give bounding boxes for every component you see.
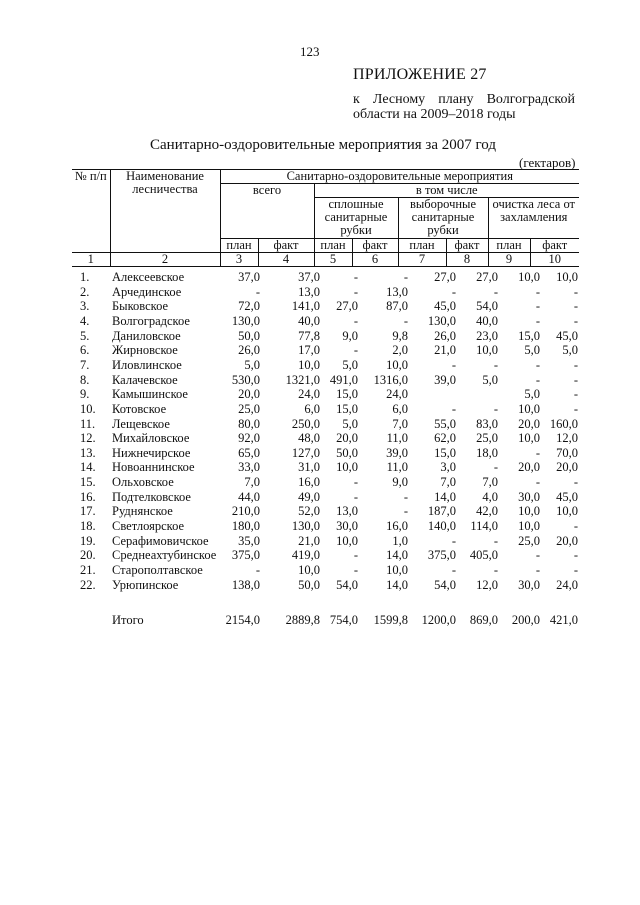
table-row (72, 475, 579, 490)
value-cell: 10,0 (298, 357, 320, 372)
value-cell: 25,0 (238, 401, 260, 416)
header-number: № п/п (72, 170, 110, 253)
value-cell: 14,0 (386, 548, 408, 563)
value-cell: 210,0 (231, 504, 260, 519)
value-cell: 80,0 (238, 416, 260, 431)
forestry-name: Быковское (112, 299, 169, 314)
value-cell: 10,0 (386, 357, 408, 372)
value-cell: - (573, 313, 578, 328)
value-cell: 87,0 (386, 299, 408, 314)
value-cell: 21,0 (298, 533, 320, 548)
value-cell: 16,0 (298, 475, 320, 490)
value-cell: 20,0 (518, 460, 540, 475)
forestry-name: Подтелковское (112, 489, 191, 504)
row-number: 3. (80, 299, 90, 314)
value-cell: - (493, 533, 498, 548)
row-number: 19. (80, 533, 96, 548)
forestry-name: Иловлинское (112, 357, 182, 372)
forestry-name: Котовское (112, 401, 167, 416)
value-cell: 20,0 (336, 431, 358, 446)
value-cell: 1,0 (392, 533, 408, 548)
value-cell: 130,0 (291, 519, 320, 534)
appendix-reference (353, 92, 575, 122)
value-cell: 250,0 (291, 416, 320, 431)
value-cell: 7,0 (244, 475, 260, 490)
value-cell: 2,0 (392, 343, 408, 358)
value-cell: 10,0 (556, 270, 578, 284)
value-cell: 17,0 (298, 343, 320, 358)
row-number: 5. (80, 328, 90, 343)
value-cell: 31,0 (298, 460, 320, 475)
value-cell: 77,8 (298, 328, 320, 343)
value-cell: 491,0 (329, 372, 358, 387)
value-cell: 12,0 (556, 431, 578, 446)
value-cell: 10,0 (518, 431, 540, 446)
value-cell: 55,0 (434, 416, 456, 431)
row-number: 12. (80, 431, 96, 446)
value-cell: 375,0 (427, 548, 456, 563)
forestry-name: Урюпинское (112, 577, 179, 592)
column-number: 7 (398, 253, 446, 267)
value-cell: - (255, 563, 260, 577)
value-cell: - (535, 548, 540, 563)
value-cell: 15,0 (336, 401, 358, 416)
value-cell: 30,0 (336, 519, 358, 534)
value-cell: 50,0 (336, 445, 358, 460)
value-cell: 15,0 (336, 387, 358, 402)
row-number: 6. (80, 343, 90, 358)
value-cell: 11,0 (386, 431, 408, 446)
value-cell: 30,0 (518, 577, 540, 592)
row-number: 11. (80, 416, 96, 431)
table-row (72, 446, 579, 461)
value-cell: - (573, 563, 578, 577)
value-cell: 9,0 (392, 475, 408, 490)
value-cell: 18,0 (476, 445, 498, 460)
value-cell: 4,0 (482, 489, 498, 504)
value-cell: - (255, 284, 260, 299)
value-cell: 25,0 (518, 533, 540, 548)
value-cell: 54,0 (476, 299, 498, 314)
value-cell: 10,0 (386, 563, 408, 577)
value-cell: 5,0 (482, 372, 498, 387)
row-number: 21. (80, 563, 96, 577)
forestry-name: Руднянское (112, 504, 173, 519)
value-cell: 10,0 (518, 504, 540, 519)
value-cell: 5,0 (524, 387, 540, 402)
reference-line-1: к Лесному плану Волгоградской (353, 92, 575, 107)
row-number: 8. (80, 372, 90, 387)
value-cell: - (573, 357, 578, 372)
forestry-name: Михайловское (112, 431, 190, 446)
row-number: 18. (80, 519, 96, 534)
value-cell: - (403, 504, 408, 519)
forestry-name: Жирновское (112, 343, 178, 358)
table-row (72, 548, 579, 563)
value-cell: 10,0 (336, 460, 358, 475)
value-cell: 21,0 (434, 343, 456, 358)
forestry-name: Арчединское (112, 284, 182, 299)
value-cell: 141,0 (291, 299, 320, 314)
value-cell: 65,0 (238, 445, 260, 460)
value-cell: 26,0 (238, 343, 260, 358)
forestry-name: Ольховское (112, 475, 174, 490)
value-cell: 530,0 (231, 372, 260, 387)
value-cell: 27,0 (476, 270, 498, 284)
value-cell: - (353, 343, 358, 358)
column-number: 4 (258, 253, 314, 267)
value-cell: - (573, 284, 578, 299)
value-cell: 24,0 (386, 387, 408, 402)
forestry-name: Калачевское (112, 372, 178, 387)
value-cell: - (535, 284, 540, 299)
forestry-name: Серафимовичское (112, 533, 209, 548)
header-fact: факт (352, 239, 398, 253)
value-cell: 5,0 (524, 343, 540, 358)
value-cell: 11,0 (386, 460, 408, 475)
forestry-name: Даниловское (112, 328, 181, 343)
row-number: 17. (80, 504, 96, 519)
header-plan: план (220, 239, 258, 253)
value-cell: 39,0 (434, 372, 456, 387)
forestry-name: Алексеевское (112, 270, 185, 284)
row-number: 13. (80, 445, 96, 460)
value-cell: - (573, 519, 578, 534)
forestry-name: Светлоярское (112, 519, 185, 534)
value-cell: - (451, 401, 456, 416)
reference-line-2: области на 2009–2018 годы (353, 107, 516, 122)
value-cell: - (353, 489, 358, 504)
value-cell: 12,0 (476, 577, 498, 592)
column-number: 2 (110, 253, 220, 267)
row-number: 16. (80, 489, 96, 504)
value-cell: 10,0 (476, 343, 498, 358)
column-number: 8 (446, 253, 488, 267)
column-number: 5 (314, 253, 352, 267)
value-cell: 187,0 (427, 504, 456, 519)
forestry-name: Волгоградское (112, 313, 190, 328)
value-cell: 2154,0 (225, 613, 260, 627)
value-cell: - (353, 284, 358, 299)
value-cell: 140,0 (427, 519, 456, 534)
value-cell: - (353, 475, 358, 490)
header-debris-cleanup: очистка леса от захламления (488, 198, 579, 239)
value-cell: - (493, 357, 498, 372)
value-cell: 1321,0 (285, 372, 320, 387)
value-cell: 5,0 (342, 416, 358, 431)
row-number: 1. (80, 270, 90, 284)
value-cell: - (451, 533, 456, 548)
value-cell: 44,0 (238, 489, 260, 504)
value-cell: - (535, 475, 540, 490)
row-number: 4. (80, 313, 90, 328)
value-cell: - (573, 475, 578, 490)
value-cell: 15,0 (434, 445, 456, 460)
header-selective-cutting: выборочные санитарные рубки (398, 198, 488, 239)
value-cell: 14,0 (386, 577, 408, 592)
value-cell: 20,0 (518, 416, 540, 431)
value-cell: 13,0 (386, 284, 408, 299)
value-cell: 3,0 (440, 460, 456, 475)
table-row (72, 329, 579, 344)
row-number: 22. (80, 577, 96, 592)
table-row (72, 578, 579, 593)
value-cell: 16,0 (386, 519, 408, 534)
value-cell: 200,0 (511, 613, 540, 627)
column-number: 10 (530, 253, 579, 267)
column-number: 6 (352, 253, 398, 267)
value-cell: 48,0 (298, 431, 320, 446)
value-cell: - (535, 563, 540, 577)
value-cell: 24,0 (298, 387, 320, 402)
value-cell: 180,0 (231, 519, 260, 534)
header-name: Наименование лесничества (110, 170, 220, 253)
value-cell: 754,0 (329, 613, 358, 627)
value-cell: 6,0 (304, 401, 320, 416)
value-cell: 92,0 (238, 431, 260, 446)
header-total: всего (220, 184, 314, 239)
value-cell: 375,0 (231, 548, 260, 563)
row-number: 20. (80, 548, 96, 563)
value-cell: - (573, 548, 578, 563)
value-cell: - (573, 401, 578, 416)
value-cell: 45,0 (556, 489, 578, 504)
value-cell: 49,0 (298, 489, 320, 504)
table-row (72, 387, 579, 402)
table-title: Санитарно-оздоровительные мероприятия за 2007 год (150, 137, 496, 153)
value-cell: 2889,8 (285, 613, 320, 627)
value-cell: 30,0 (518, 489, 540, 504)
value-cell: 26,0 (434, 328, 456, 343)
row-number: 14. (80, 460, 96, 475)
value-cell: 42,0 (476, 504, 498, 519)
header-including: в том числе (314, 184, 579, 198)
value-cell: 5,0 (244, 357, 260, 372)
value-cell: 10,0 (518, 401, 540, 416)
table-row (72, 285, 579, 300)
value-cell: - (535, 299, 540, 314)
value-cell: 114,0 (470, 519, 498, 534)
value-cell: 20,0 (556, 533, 578, 548)
value-cell: 14,0 (434, 489, 456, 504)
value-cell: - (493, 284, 498, 299)
value-cell: 7,0 (440, 475, 456, 490)
value-cell: 24,0 (556, 577, 578, 592)
header-plan: план (488, 239, 530, 253)
value-cell: 25,0 (476, 431, 498, 446)
value-cell: 9,8 (392, 328, 408, 343)
value-cell: 37,0 (238, 270, 260, 284)
value-cell: 70,0 (556, 445, 578, 460)
value-cell: 40,0 (298, 313, 320, 328)
value-cell: - (353, 270, 358, 284)
value-cell: 419,0 (291, 548, 320, 563)
value-cell: - (451, 357, 456, 372)
table-row (72, 490, 579, 505)
value-cell: 72,0 (238, 299, 260, 314)
forestry-name: Лещевское (112, 416, 170, 431)
value-cell: 10,0 (336, 533, 358, 548)
value-cell: 405,0 (469, 548, 498, 563)
value-cell: 1599,8 (373, 613, 408, 627)
table-row (72, 534, 579, 549)
table-row (72, 402, 579, 417)
value-cell: 130,0 (231, 313, 260, 328)
table-row (72, 373, 579, 388)
column-number: 9 (488, 253, 530, 267)
value-cell: 23,0 (476, 328, 498, 343)
value-cell: - (403, 489, 408, 504)
value-cell: 130,0 (427, 313, 456, 328)
total-row (72, 613, 579, 628)
value-cell: 5,0 (562, 343, 578, 358)
value-cell: 1200,0 (421, 613, 456, 627)
value-cell: - (493, 401, 498, 416)
forestry-name: Старополтавское (112, 563, 203, 577)
value-cell: 20,0 (238, 387, 260, 402)
value-cell: 37,0 (298, 270, 320, 284)
header-group: Санитарно-оздоровительные мероприятия (220, 170, 579, 184)
value-cell: - (573, 372, 578, 387)
column-number: 1 (72, 253, 110, 267)
value-cell: - (535, 445, 540, 460)
value-cell: 13,0 (336, 504, 358, 519)
value-cell: 33,0 (238, 460, 260, 475)
value-cell: 421,0 (549, 613, 578, 627)
value-cell: - (573, 299, 578, 314)
appendix-heading: ПРИЛОЖЕНИЕ 27 (353, 66, 487, 83)
value-cell: 27,0 (434, 270, 456, 284)
table-row (72, 299, 579, 314)
value-cell: 13,0 (298, 284, 320, 299)
value-cell: 83,0 (476, 416, 498, 431)
value-cell: - (535, 313, 540, 328)
value-cell: 50,0 (238, 328, 260, 343)
table-row (72, 343, 579, 358)
value-cell: - (403, 270, 408, 284)
value-cell: - (353, 563, 358, 577)
value-cell: 54,0 (434, 577, 456, 592)
forestry-name: Среднеахтубинское (112, 548, 217, 563)
row-number: 10. (80, 401, 96, 416)
value-cell: - (493, 460, 498, 475)
header-plan: план (314, 239, 352, 253)
value-cell: 62,0 (434, 431, 456, 446)
table-row (72, 519, 579, 534)
value-cell: 6,0 (392, 401, 408, 416)
value-cell: - (535, 372, 540, 387)
value-cell: - (353, 313, 358, 328)
value-cell: 54,0 (336, 577, 358, 592)
value-cell: 45,0 (556, 328, 578, 343)
value-cell: 10,0 (518, 519, 540, 534)
units-label: (гектаров) (519, 155, 576, 170)
header-clear-cutting: сплошные санитарные рубки (314, 198, 398, 239)
value-cell: 10,0 (518, 270, 540, 284)
row-number: 9. (80, 387, 90, 402)
header-plan: план (398, 239, 446, 253)
value-cell: 138,0 (231, 577, 260, 592)
value-cell: - (535, 357, 540, 372)
table-row (72, 460, 579, 475)
table-row (72, 417, 579, 432)
value-cell: 40,0 (476, 313, 498, 328)
forestry-name: Нижнечирское (112, 445, 191, 460)
value-cell: 1316,0 (373, 372, 408, 387)
total-label: Итого (112, 613, 144, 627)
header-fact: факт (446, 239, 488, 253)
table-row (72, 270, 579, 285)
value-cell: 10,0 (298, 563, 320, 577)
value-cell: 50,0 (298, 577, 320, 592)
value-cell: 160,0 (549, 416, 578, 431)
value-cell: 9,0 (342, 328, 358, 343)
header-fact: факт (258, 239, 314, 253)
value-cell: 5,0 (342, 357, 358, 372)
table-row (72, 358, 579, 373)
value-cell: 35,0 (238, 533, 260, 548)
table-row (72, 504, 579, 519)
value-cell: - (451, 284, 456, 299)
value-cell: 15,0 (518, 328, 540, 343)
table-row (72, 431, 579, 446)
value-cell: 52,0 (298, 504, 320, 519)
row-number: 2. (80, 284, 90, 299)
row-number: 15. (80, 475, 96, 490)
forestry-name: Новоаннинское (112, 460, 195, 475)
value-cell: 10,0 (556, 504, 578, 519)
value-cell: - (353, 548, 358, 563)
row-number: 7. (80, 357, 90, 372)
value-cell: - (451, 563, 456, 577)
value-cell: 27,0 (336, 299, 358, 314)
table-header (72, 169, 579, 267)
value-cell: - (573, 387, 578, 402)
forestry-name: Камышинское (112, 387, 188, 402)
value-cell: 127,0 (291, 445, 320, 460)
column-number: 3 (220, 253, 258, 267)
value-cell: 7,0 (482, 475, 498, 490)
value-cell: 869,0 (469, 613, 498, 627)
value-cell: 45,0 (434, 299, 456, 314)
page-number: 123 (300, 44, 320, 59)
table-row (72, 314, 579, 329)
table-row (72, 563, 579, 578)
value-cell: - (403, 313, 408, 328)
value-cell: - (493, 563, 498, 577)
value-cell: 20,0 (556, 460, 578, 475)
header-fact: факт (530, 239, 579, 253)
value-cell: 39,0 (386, 445, 408, 460)
value-cell: 7,0 (392, 416, 408, 431)
